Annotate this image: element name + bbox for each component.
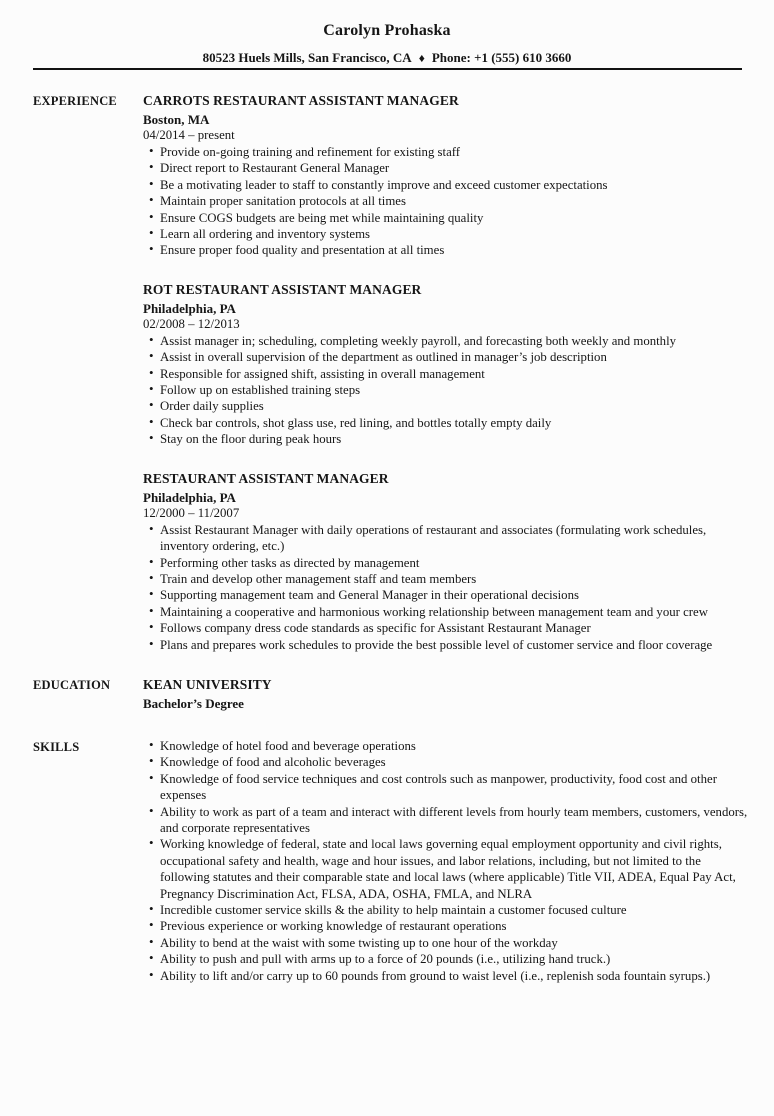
- education-degree: Bachelor’s Degree: [143, 695, 244, 711]
- job-bullet: • Ensure COGS budgets are being met while maintaining quality: [143, 210, 751, 226]
- job-location: Philadelphia, PA: [143, 300, 236, 316]
- contact-address: 80523 Huels Mills, San Francisco, CA: [202, 50, 412, 65]
- job-bullet: • Responsible for assigned shift, assisting in overall management: [143, 366, 751, 382]
- experience-content: [143, 92, 751, 653]
- job-bullet: • Maintaining a cooperative and harmonious working relationship between management team and your crew: [143, 604, 751, 620]
- contact-line: [0, 50, 774, 66]
- skill-bullet: • Ability to lift and/or carry up to 60 pounds from ground to waist level (i.e., replenish soda fountain syrups.): [143, 968, 751, 984]
- job-bullet: • Assist in overall supervision of the department as outlined in manager’s job description: [143, 349, 751, 365]
- job-bullet-list: [143, 144, 751, 259]
- education-content: [143, 676, 751, 712]
- job-bullet: • Direct report to Restaurant General Manager: [143, 160, 751, 176]
- skill-bullet: • Incredible customer service skills & the ability to help maintain a customer focused culture: [143, 902, 751, 918]
- job-dates: 12/2000 – 11/2007: [143, 505, 240, 520]
- skills-label: SKILLS: [33, 739, 80, 754]
- job-title: RESTAURANT ASSISTANT MANAGER: [143, 470, 389, 486]
- job-bullet: • Provide on-going training and refinement for existing staff: [143, 144, 751, 160]
- job-bullet: • Train and develop other management staff and team members: [143, 571, 751, 587]
- header-divider: [33, 68, 742, 70]
- job-bullet: • Learn all ordering and inventory systems: [143, 226, 751, 242]
- job-bullet: • Performing other tasks as directed by management: [143, 555, 751, 571]
- skills-section: [0, 738, 774, 984]
- skill-bullet: • Ability to push and pull with arms up to a force of 20 pounds (i.e., utilizing hand truck.): [143, 951, 751, 967]
- diamond-separator-icon: ♦: [418, 51, 425, 65]
- job-bullet: • Maintain proper sanitation protocols at all times: [143, 193, 751, 209]
- resume-header: [0, 0, 774, 70]
- skill-bullet: • Knowledge of hotel food and beverage operations: [143, 738, 751, 754]
- job-location: Boston, MA: [143, 112, 210, 127]
- job-entry-carrots: [143, 92, 751, 259]
- skill-bullet: • Previous experience or working knowledge of restaurant operations: [143, 918, 751, 934]
- job-entry-rot: [143, 281, 751, 448]
- skills-content: [143, 738, 751, 984]
- job-bullet: • Assist Restaurant Manager with daily operations of restaurant and associates (formulating work schedules, inventory ordering, etc.): [143, 522, 751, 555]
- job-location: Philadelphia, PA: [143, 489, 236, 505]
- job-entry-restaurant: [143, 470, 751, 653]
- skill-bullet: • Ability to bend at the waist with some twisting up to one hour of the workday: [143, 935, 751, 951]
- job-bullet: • Be a motivating leader to staff to constantly improve and exceed customer expectations: [143, 177, 751, 193]
- skill-bullet: • Knowledge of food service techniques and cost controls such as manpower, productivity, food cost and other expenses: [143, 771, 751, 804]
- skill-bullet: • Ability to work as part of a team and interact with different levels from hourly team members, customers, vendors, and corporate representatives: [143, 804, 751, 837]
- job-bullet-list: [143, 333, 751, 448]
- job-dates: 02/2008 – 12/2013: [143, 316, 240, 331]
- job-bullet: • Plans and prepares work schedules to provide the best possible level of customer service and floor coverage: [143, 637, 751, 653]
- skill-bullet: • Knowledge of food and alcoholic beverages: [143, 754, 751, 770]
- contact-phone: Phone: +1 (555) 610 3660: [431, 50, 572, 65]
- experience-section: [0, 92, 774, 653]
- job-bullet: • Check bar controls, shot glass use, red lining, and bottles totally empty daily: [143, 415, 751, 431]
- skills-bullet-list: [143, 738, 751, 984]
- job-bullet: • Supporting management team and General Manager in their operational decisions: [143, 587, 751, 603]
- experience-label: EXPERIENCE: [33, 94, 117, 108]
- job-bullet-list: [143, 522, 751, 653]
- skill-bullet: • Working knowledge of federal, state and local laws governing equal employment opportunity and civil rights, occupational safety and health, wage and hour issues, and labor relations, including, but not limited to the following statutes and their comparable state and local laws (where applicable) Title VII, ADEA, Equal Pay Act, Pregnancy Discrimination Act, FLSA, ADA, OSHA, FMLA, and NLRA: [143, 836, 751, 902]
- job-bullet: • Order daily supplies: [143, 398, 751, 414]
- job-bullet: • Follow up on established training steps: [143, 382, 751, 398]
- education-label: EDUCATION: [33, 677, 111, 692]
- job-bullet: • Follows company dress code standards as specific for Assistant Restaurant Manager: [143, 620, 751, 636]
- education-school: KEAN UNIVERSITY: [143, 676, 272, 692]
- job-dates: 04/2014 – present: [143, 128, 235, 142]
- job-bullet: • Assist manager in; scheduling, completing weekly payroll, and forecasting both weekly and monthly: [143, 333, 751, 349]
- person-name: Carolyn Prohaska: [323, 22, 451, 39]
- job-title: CARROTS RESTAURANT ASSISTANT MANAGER: [143, 93, 459, 108]
- job-bullet: • Stay on the floor during peak hours: [143, 431, 751, 447]
- education-section: [0, 676, 774, 712]
- resume-body: [0, 92, 774, 984]
- job-bullet: • Ensure proper food quality and presentation at all times: [143, 242, 751, 258]
- job-title: ROT RESTAURANT ASSISTANT MANAGER: [143, 281, 422, 297]
